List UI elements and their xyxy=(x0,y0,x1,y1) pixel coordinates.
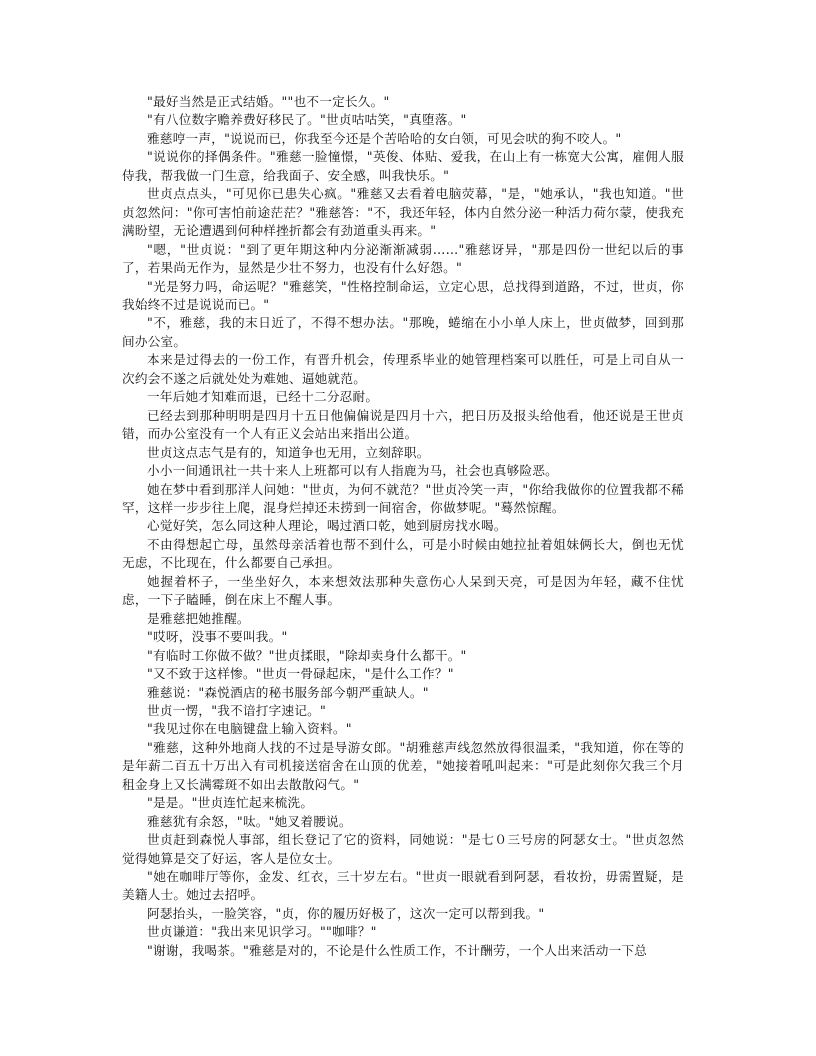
paragraph: "我见过你在电脑键盘上输入资料。" xyxy=(147,721,352,737)
paragraph: 雅慈犹有余怒，"呔。"她叉着腰说。 xyxy=(147,813,352,829)
paragraph: 她握着杯子，一坐坐好久，本来想效法那种失意伤心人呆到天亮，可是因为年轻，藏不住忧虑，一下子瞌睡，倒在床上不醒人事。 xyxy=(122,573,684,608)
paragraph: 她在梦中看到那洋人问她："世贞，为何不就范？"世贞冷笑一声，"你给我做你的位置我都不稀罕，这样一步步往上爬，混身烂掉还未捞到一间宿舍，你做梦呢。"蓦然惊醒。 xyxy=(122,481,684,515)
paragraph: 不由得想起亡母，虽然母亲活着也帮不到什么，可是小时候由她拉扯着姐妹俩长大，倒也无忧无虑，不比现在，什么都要自己承担。 xyxy=(122,536,684,571)
paragraph: "是是。"世贞连忙起来梳洗。 xyxy=(147,795,314,811)
paragraph: 一年后她才知难而退，已经十二分忍耐。 xyxy=(147,389,379,405)
paragraph: "雅慈，这种外地商人找的不过是导游女郎。"胡雅慈声线忽然放得很温柔，"我知道，你在等的是年薪二百五十万出入有司机接送宿舍在山顶的优差，"她接着吼叫起来："可是此刻你欠我三个月租金身上又长满霉斑不如出去散散闷气。" xyxy=(122,739,684,792)
paragraph: "嗯，"世贞说："到了更年期这种内分泌渐渐减弱……"雅慈讶异，"那是四份一世纪以后的事了，若果尚无作为，显然是少壮不努力，也没有什么好怨。" xyxy=(122,241,684,276)
paragraph: "她在咖啡厅等你，金发、红衣，三十岁左右。"世贞一眼就看到阿瑟，看妆扮，毋需置疑，是美籍人士。她过去招呼。 xyxy=(122,869,684,903)
paragraph: 小小一间通讯社一共十来人上班都可以有人指鹿为马，社会也真够险恶。 xyxy=(147,463,558,479)
paragraph: "说说你的择偶条件。"雅慈一脸憧憬，"英俊、体贴、爱我，在山上有一栋宽大公寓，雇佣人服侍我，帮我做一门生意，给我面子、安全感，叫我快乐。" xyxy=(122,149,684,183)
paragraph: 雅慈哼一声，"说说而已，你我至今还是个苦哈哈的女白领，可见会吠的狗不咬人。" xyxy=(147,130,622,146)
paragraph: 世贞赶到森悦人事部，组长登记了它的资料，同她说："是七０三号房的阿瑟女士。"世贞忽然觉得她算是交了好运，客人是位女士。 xyxy=(122,832,684,866)
paragraph: "有临时工你做不做？"世贞揉眼，"除却卖身什么都干。" xyxy=(147,647,467,663)
paragraph: 心觉好笑，怎么同这种人理论，喝过酒口乾，她到厨房找水喝。 xyxy=(147,518,507,534)
paragraph: "最好当然是正式结婚。""也不一定长久。" xyxy=(147,94,390,109)
paragraph: "谢谢，我喝茶。"雅慈是对的，不论是什么性质工作，不计酬劳，一个人出来活动一下总 xyxy=(147,942,648,958)
paragraph: "有八位数字赡养费好移民了。"世贞咕咕笑，"真堕落。" xyxy=(147,112,467,128)
paragraph: 已经去到那种明明是四月十五日他偏偏说是四月十六，把日历及报头给他看，他还说是王世贞错，而办公室没有一个人有正义会站出来指出公道。 xyxy=(122,407,684,442)
paragraph: 世贞一愣，"我不谙打字速记。" xyxy=(147,702,327,718)
paragraph: 本来是过得去的一份工作，有晋升机会，传理系毕业的她管理档案可以胜任，可是上司自从一次约会不遂之后就处处为难她、逼她就范。 xyxy=(122,352,684,386)
paragraph: 雅慈说："森悦酒店的秘书服务部今朝严重缺人。" xyxy=(147,684,429,700)
paragraph: "哎呀，没事不要叫我。" xyxy=(147,629,288,645)
paragraph: "光是努力吗，命运呢？"雅慈笑，"性格控制命运，立定心思，总找得到道路，不过，世贞，你我始终不过是说说而已。" xyxy=(122,278,684,312)
paragraph: 世贞点点头，"可见你已患失心疯。"雅慈又去看着电脑荧幕，"是，"她承认，"我也知道。"世贞忽然问："你可害怕前途茫茫？"雅慈答："不，我还年轻，体内自然分泌一种活力荷尔蒙，使我充满盼望，无论遭遇到何种样挫折都会有劲道重头再来。" xyxy=(122,186,684,239)
paragraph: 是雅慈把她推醒。 xyxy=(147,610,250,626)
paragraph: "又不致于这样惨。"世贞一骨碌起床，"是什么工作？" xyxy=(147,666,454,682)
paragraph: "不，雅慈，我的末日近了，不得不想办法。"那晚，蜷缩在小小单人床上，世贞做梦，回到那间办公室。 xyxy=(122,315,684,349)
paragraph: 阿瑟抬头，一脸笑容，"贞，你的履历好极了，这次一定可以帮到我。" xyxy=(147,905,545,921)
paragraph: 世贞这点志气是有的，知道争也无用，立刻辞职。 xyxy=(147,444,430,460)
document-page xyxy=(122,93,684,960)
paragraph: 世贞谦道："我出来见识学习。""咖啡？" xyxy=(147,924,377,940)
